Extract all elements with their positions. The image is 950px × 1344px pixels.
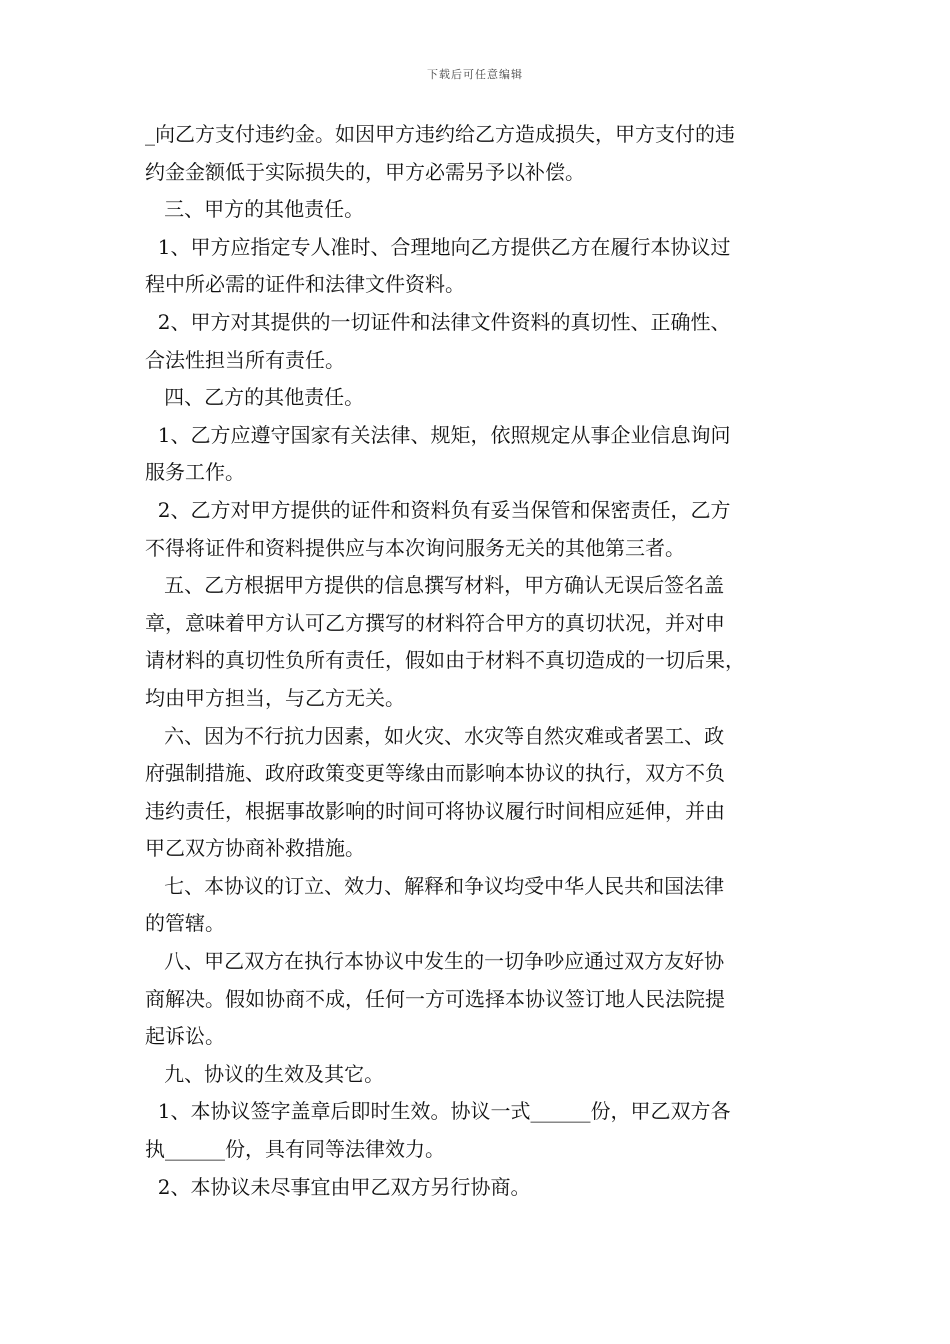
- text-line: 府强制措施、政府政策变更等缘由而影响本协议的执行，双方不负: [145, 761, 725, 786]
- document-body: [145, 116, 825, 1206]
- paragraph: [145, 417, 825, 492]
- text-line: 2、本协议未尽事宜由甲乙双方另行协商。: [145, 1174, 531, 1199]
- paragraph: [145, 379, 825, 417]
- text-line: 甲乙双方协商补救措施。: [145, 836, 365, 861]
- paragraph: [145, 1169, 825, 1207]
- text-line: 六、因为不行抗力因素，如火灾、水灾等自然灾难或者罢工、政: [145, 723, 725, 748]
- text-line: 1、乙方应遵守国家有关法律、规矩，依照规定从事企业信息询问: [145, 422, 731, 447]
- text-line: 八、甲乙双方在执行本协议中发生的一切争吵应通过双方友好协: [145, 949, 725, 974]
- text-line: 三、甲方的其他责任。: [145, 197, 365, 222]
- text-line: 章，意味着甲方认可乙方撰写的材料符合甲方的真切状况，并对申: [145, 610, 725, 635]
- text-line: 约金金额低于实际损失的，甲方必需另予以补偿。: [145, 159, 585, 184]
- page-header: 下载后可任意编辑: [427, 68, 523, 81]
- paragraph: [145, 567, 825, 717]
- text-line: 1、本协议签字盖章后即时生效。协议一式______份，甲乙双方各: [145, 1099, 731, 1124]
- text-line: 请材料的真切性负所有责任，假如由于材料不真切造成的一切后果，: [145, 648, 745, 673]
- paragraph: [145, 229, 825, 304]
- paragraph: [145, 868, 825, 943]
- paragraph: [145, 304, 825, 379]
- paragraph: [145, 1056, 825, 1094]
- paragraph: [145, 718, 825, 868]
- text-line: 四、乙方的其他责任。: [145, 385, 365, 410]
- text-line: 九、协议的生效及其它。: [145, 1061, 385, 1086]
- text-line: 起诉讼。: [145, 1024, 225, 1049]
- text-line: 2、甲方对其提供的一切证件和法律文件资料的真切性、正确性、: [145, 309, 731, 334]
- text-line: 不得将证件和资料提供应与本次询问服务无关的其他第三者。: [145, 535, 685, 560]
- text-line: 违约责任，根据事故影响的时间可将协议履行时间相应延伸，并由: [145, 798, 725, 823]
- paragraph: [145, 492, 825, 567]
- paragraph: [145, 1093, 825, 1168]
- text-line: 程中所必需的证件和法律文件资料。: [145, 272, 465, 297]
- paragraph: [145, 116, 825, 191]
- paragraph: [145, 191, 825, 229]
- text-line: 服务工作。: [145, 460, 245, 485]
- text-line: 执______份，具有同等法律效力。: [145, 1137, 445, 1162]
- paragraph: [145, 943, 825, 1056]
- text-line: 2、乙方对甲方提供的证件和资料负有妥当保管和保密责任，乙方: [145, 497, 731, 522]
- text-line: 五、乙方根据甲方提供的信息撰写材料，甲方确认无误后签名盖: [145, 573, 725, 598]
- text-line: _向乙方支付违约金。如因甲方违约给乙方造成损失，甲方支付的违: [145, 122, 735, 146]
- text-line: 的管辖。: [145, 911, 225, 936]
- text-line: 商解决。假如协商不成，任何一方可选择本协议签订地人民法院提: [145, 986, 725, 1011]
- text-line: 均由甲方担当，与乙方无关。: [145, 685, 405, 710]
- text-line: 合法性担当所有责任。: [145, 347, 345, 372]
- text-line: 1、甲方应指定专人准时、合理地向乙方提供乙方在履行本协议过: [145, 234, 731, 259]
- text-line: 七、本协议的订立、效力、解释和争议均受中华人民共和国法律: [145, 873, 725, 898]
